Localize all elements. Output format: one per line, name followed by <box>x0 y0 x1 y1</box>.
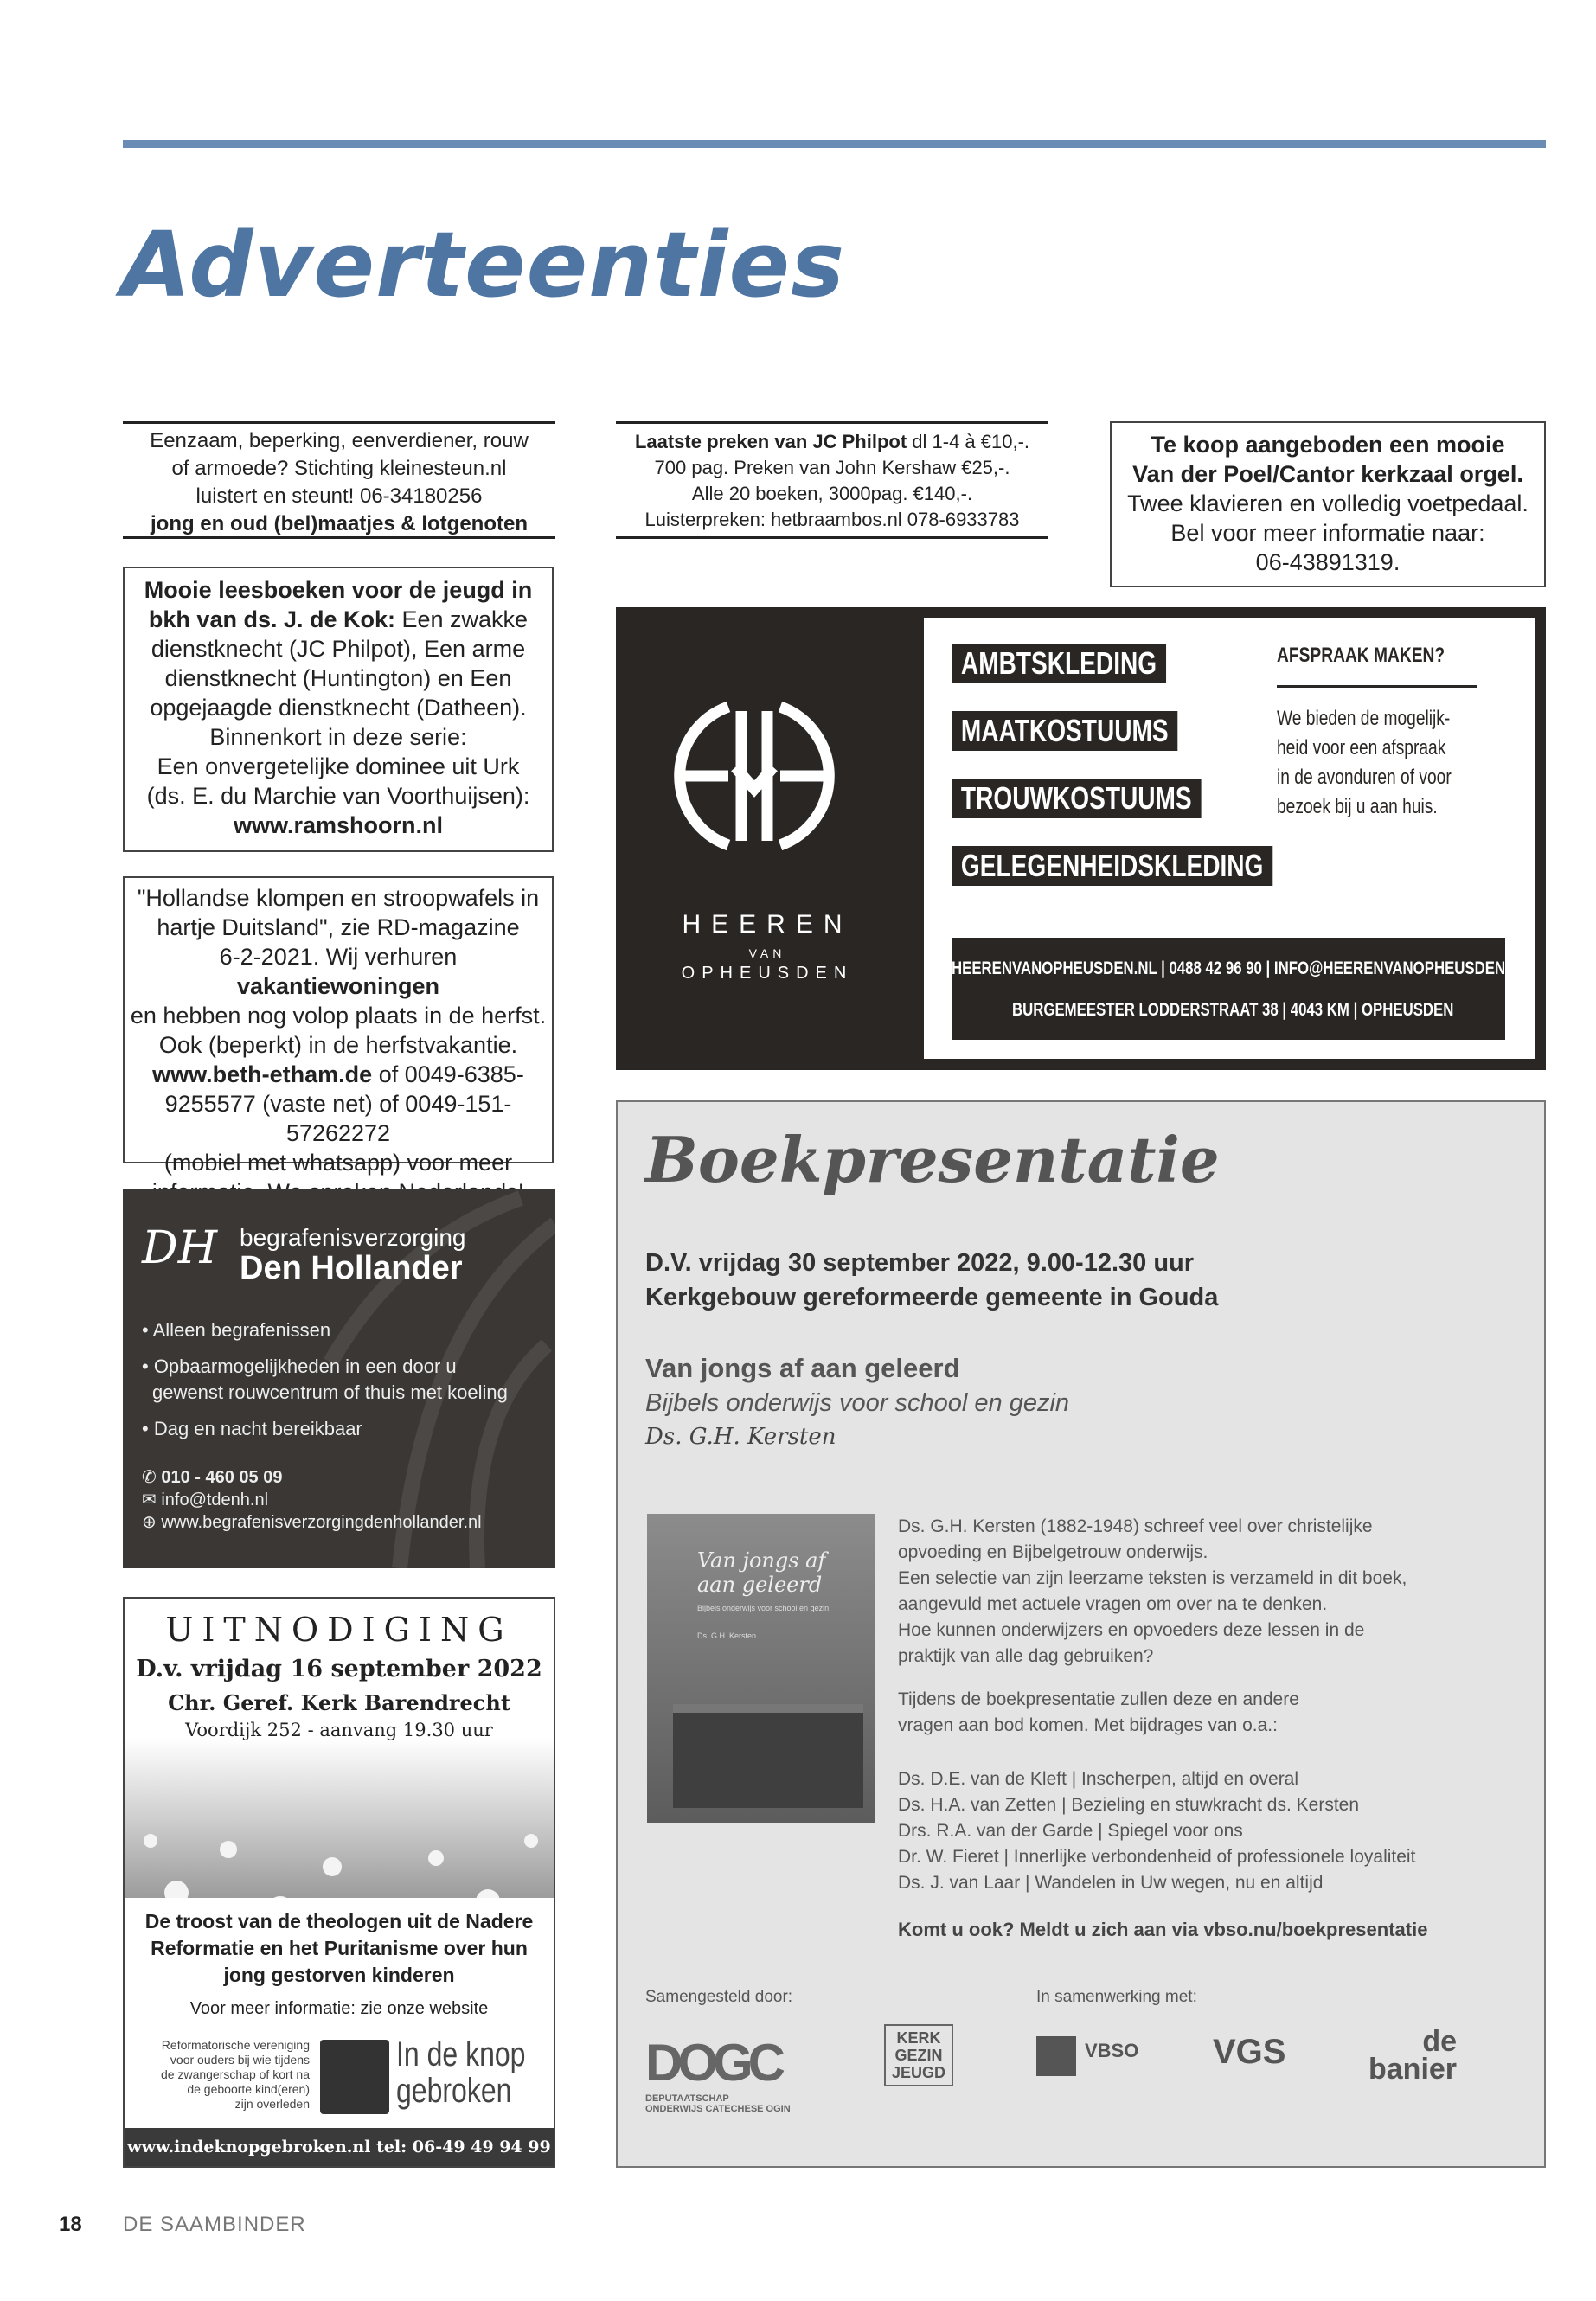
vgs-logo: VGS <box>1213 2033 1286 2071</box>
uitnodiging-org-line: de zwangerschap of kort na <box>161 2067 310 2081</box>
boek-para1-line: Een selectie van zijn leerzame teksten is verzameld in dit boek, <box>898 1568 1407 1588</box>
boek-speaker: Dr. W. Fieret | Innerlijke verbondenheid of professionele loyaliteit <box>898 1847 1416 1867</box>
ad-leesboeken-line <box>125 605 552 634</box>
dogc-logo-line: DEPUTAATSCHAP <box>645 2093 729 2104</box>
ad-leesboeken <box>123 567 554 852</box>
boek-cta[interactable]: Komt u ook? Meldt u zich aan via vbso.nu/boekpresentatie <box>898 1919 1428 1940</box>
ad-hollander <box>123 1189 555 1568</box>
heeren-contact-line: BURGEMEESTER LODDERSTRAAT 38 | 4043 KM | OPHEUSDEN <box>1012 1000 1454 1020</box>
page-title: Adverteenties <box>121 212 845 317</box>
ad-klompen <box>123 876 554 1176</box>
ad-eenzaam-line: jong en oud (bel)maatjes & lotgenoten <box>150 512 528 535</box>
boek-cover-title-line: aan geleerd <box>697 1573 823 1597</box>
hollander-web[interactable]: www.begrafenisverzorgingdenhollander.nl <box>161 1513 482 1532</box>
ad-philpot-line: Luisterpreken: hetbraambos.nl 078-6933783 <box>644 509 1020 530</box>
ad-orgel-line: Twee klavieren en volledig voetpedaal. <box>1127 490 1529 516</box>
hollander-name: Den Hollander <box>240 1250 463 1286</box>
ad-klompen-link[interactable]: www.beth-etham.de <box>152 1061 373 1087</box>
ad-klompen-bold: vakantiewoningen <box>236 973 440 999</box>
indeknop-logo-icon <box>320 2040 389 2114</box>
ad-leesboeken-line: Een onvergetelijke dominee uit Urk <box>157 753 520 779</box>
dogc-logo-icon: DOGC <box>645 2034 780 2092</box>
ad-philpot-line <box>616 429 1048 455</box>
hollander-bullet: • Opbaarmogelijkheden in een door u <box>142 1356 457 1377</box>
ad-orgel-line: 06-43891319. <box>1255 549 1401 575</box>
heeren-brand: HEEREN <box>682 910 853 939</box>
heeren-afspraak-line: bezoek bij u aan huis. <box>1277 795 1438 818</box>
hollander-bullet: gewenst rouwcentrum of thuis met koeling <box>152 1381 508 1403</box>
heeren-divider <box>1277 685 1477 688</box>
ad-leesboeken-line: opgejaagde dienstknecht (Datheen). <box>150 695 527 721</box>
ad-eenzaam <box>123 421 555 539</box>
uitnodiging-org-line: Reformatorische vereniging <box>161 2038 310 2052</box>
boek-where: Kerkgebouw gereformeerde gemeente in Gouda <box>645 1284 1219 1311</box>
ad-klompen-line: "Hollandse klompen en stroopwafels in <box>137 885 540 911</box>
dogc-logo-text <box>645 2093 791 2114</box>
boek-para2 <box>898 1687 1299 1739</box>
heeren-panel <box>924 618 1535 1059</box>
heeren-afspraak-title: AFSPRAAK MAKEN? <box>1277 644 1445 667</box>
ad-orgel <box>1110 421 1546 587</box>
boek-para2-line: vragen aan bod komen. Met bijdrages van o.a.: <box>898 1715 1278 1735</box>
boek-cover-desks <box>673 1704 863 1808</box>
ad-boekpresentatie <box>616 1100 1546 2168</box>
boek-speaker: Ds. D.E. van de Kleft | Inscherpen, altijd en overal <box>898 1769 1299 1789</box>
heeren-label: TROUWKOSTUUMS <box>952 779 1202 818</box>
magazine-name: DE SAAMBINDER <box>123 2213 306 2236</box>
hollander-web-row <box>142 1511 482 1534</box>
ad-philpot-line: Alle 20 boeken, 3000pag. €140,-. <box>691 483 973 504</box>
hollander-logo: DH <box>142 1222 218 1274</box>
boek-para1-line: opvoeding en Bijbelgetrouw onderwijs. <box>898 1542 1208 1562</box>
uitnodiging-date: D.v. vrijdag 16 september 2022 <box>136 1656 542 1682</box>
kgj-line: KERK <box>896 2029 941 2047</box>
uitnodiging-footer[interactable]: www.indeknopgebroken.nl tel: 06-49 49 94 99 <box>125 2128 554 2166</box>
ad-klompen-text: of 0049-6385- <box>372 1061 524 1087</box>
banier-logo <box>1368 2025 1458 2086</box>
boek-when: D.V. vrijdag 30 september 2022, 9.00-12.30 uur <box>645 1249 1195 1277</box>
hollander-bullet: • Dag en nacht bereikbaar <box>142 1418 362 1439</box>
ad-eenzaam-line: Eenzaam, beperking, eenverdiener, rouw <box>150 429 529 452</box>
ad-orgel-line: Te koop aangeboden een mooie <box>1151 432 1505 458</box>
boek-para1 <box>898 1514 1407 1670</box>
uitnodiging-org-line: zijn overleden <box>234 2097 310 2111</box>
heeren-emblem-icon <box>668 689 841 862</box>
ad-leesboeken-line: dienstknecht (Huntington) en Een <box>164 665 512 691</box>
boek-cover-sub: Bijbels onderwijs voor school en gezin <box>697 1604 830 1612</box>
boek-para1-line: Ds. G.H. Kersten (1882-1948) schreef veel over christelijke <box>898 1516 1373 1536</box>
ad-eenzaam-line: luistert en steunt! 06-34180256 <box>195 484 483 508</box>
uitnodiging-subject-line: De troost van de theologen uit de Nadere <box>144 1910 534 1932</box>
hollander-small: begrafenisverzorging <box>240 1224 466 1251</box>
ad-philpot <box>616 421 1048 539</box>
ad-orgel-line: Bel voor meer informatie naar: <box>1170 520 1485 546</box>
ad-klompen-line: 9255577 (vaste net) of 0049-151-57262272 <box>164 1091 512 1146</box>
mail-icon: ✉ <box>142 1490 162 1509</box>
boek-book-title: Van jongs af aan geleerd <box>645 1353 960 1383</box>
ad-philpot-rest: dl 1-4 à €10,-. <box>907 431 1030 452</box>
heeren-label: AMBTSKLEDING <box>952 644 1166 683</box>
boek-cover-title <box>697 1548 825 1597</box>
boek-cover-author: Ds. G.H. Kersten <box>697 1631 757 1640</box>
globe-icon: ⊕ <box>142 1513 162 1532</box>
ad-philpot-bold: Laatste preken van JC Philpot <box>634 431 907 452</box>
ad-orgel-line: Van der Poel/Cantor kerkzaal orgel. <box>1132 461 1523 487</box>
uitnodiging-address: Voordijk 252 - aanvang 19.30 uur <box>185 1720 493 1740</box>
boek-title: Boekpresentatie <box>645 1123 1220 1196</box>
kgj-line: JEUGD <box>891 2064 945 2081</box>
boek-compiled: Samengesteld door: <box>645 1988 793 2006</box>
ad-eenzaam-line: of armoede? Stichting kleinesteun.nl <box>171 457 507 480</box>
ad-klompen-line <box>125 942 552 1001</box>
heeren-brand-van: VAN <box>748 946 786 960</box>
indeknop-logo-line: gebroken <box>396 2072 512 2110</box>
boek-book-sub: Bijbels onderwijs voor school en gezin <box>645 1389 1070 1417</box>
phone-icon: ✆ <box>142 1468 162 1487</box>
boek-speakers <box>898 1766 1415 1896</box>
ad-heeren <box>616 607 1546 1070</box>
uitnodiging-org-line: voor ouders bij wie tijdens <box>170 2053 310 2067</box>
ad-klompen-line: en hebben nog volop plaats in de herfst. <box>130 1003 547 1029</box>
hollander-email[interactable]: info@tdenh.nl <box>161 1490 269 1509</box>
boek-speaker: Drs. R.A. van der Garde | Spiegel voor ons <box>898 1821 1243 1841</box>
heeren-contact-line[interactable]: HEERENVANOPHEUSDEN.NL | 0488 42 96 90 | INFO@HEERENVANOPHEUSDEN.NL <box>952 958 1529 978</box>
uitnodiging-more: Voor meer informatie: zie onze website <box>189 1999 489 2018</box>
ad-leesboeken-line: (ds. E. du Marchie van Voorthuijsen): <box>146 783 530 809</box>
ad-uitnodiging <box>123 1597 555 2168</box>
hollander-phone-row <box>142 1466 482 1489</box>
heeren-afspraak-line: in de avonduren of voor <box>1277 766 1452 789</box>
uitnodiging-church: Chr. Geref. Kerk Barendrecht <box>168 1690 510 1715</box>
dogc-logo-line: ONDERWIJS CATECHESE OGIN <box>645 2104 791 2114</box>
kgj-line: GEZIN <box>894 2047 943 2064</box>
boek-cover <box>647 1514 875 1823</box>
boek-book-author: Ds. G.H. Kersten <box>645 1424 836 1450</box>
vbso-logo-icon <box>1036 2036 1076 2076</box>
page-number: 18 <box>59 2213 82 2236</box>
ad-leesboeken-rest: Een zwakke <box>395 606 529 632</box>
hollander-email-row <box>142 1489 482 1511</box>
uitnodiging-org <box>131 2038 310 2112</box>
ad-klompen-line: (mobiel met whatsapp) voor meer <box>163 1150 513 1176</box>
uitnodiging-subject <box>125 1898 554 2045</box>
ad-leesboeken-line: Mooie leesboeken voor de jeugd in <box>144 577 533 603</box>
boek-cooperation: In samenwerking met: <box>1036 1988 1197 2006</box>
kerk-gezin-jeugd-logo <box>884 2024 953 2086</box>
indeknop-logo-line: In de knop <box>396 2035 526 2073</box>
boek-cover-title-line: Van jongs af <box>697 1548 826 1573</box>
banier-logo-line: banier <box>1368 2053 1458 2086</box>
hollander-bullets <box>142 1317 508 1442</box>
uitnodiging-subject-line: Reformatie en het Puritanisme over hun <box>151 1937 528 1959</box>
ad-leesboeken-line: dienstknecht (JC Philpot), Een arme <box>151 636 526 662</box>
hollander-contact <box>142 1466 482 1534</box>
uitnodiging-title: UITNODIGING <box>165 1611 513 1649</box>
heeren-label: GELEGENHEIDSKLEDING <box>952 846 1272 886</box>
boek-para1-line: Hoe kunnen onderwijzers en opvoeders deze lessen in de <box>898 1620 1365 1640</box>
ad-klompen-text: 6-2-2021. Wij verhuren <box>219 944 458 970</box>
indeknop-logo <box>396 2036 525 2109</box>
ad-klompen-line <box>125 1060 552 1089</box>
ad-klompen-line: hartje Duitsland", zie RD-magazine <box>157 914 520 940</box>
heeren-afspraak-text <box>1277 704 1452 822</box>
uitnodiging-subject-line: jong gestorven kinderen <box>223 1964 455 1986</box>
ad-klompen-line: Ook (beperkt) in de herfstvakantie. <box>158 1032 518 1058</box>
ad-philpot-line: 700 pag. Preken van John Kershaw €25,-. <box>654 457 1010 478</box>
banier-logo-line: de <box>1422 2025 1458 2058</box>
ad-leesboeken-bold: bkh van ds. J. de Kok: <box>148 606 395 632</box>
boek-para2-line: Tijdens de boekpresentatie zullen deze en andere <box>898 1689 1299 1709</box>
top-rule <box>123 140 1546 148</box>
heeren-contact-bar <box>952 938 1529 1040</box>
vbso-logo: VBSO <box>1085 2040 1139 2061</box>
uitnodiging-org-line: de geboorte kind(eren) <box>187 2082 310 2096</box>
boek-speaker: Ds. H.A. van Zetten | Bezieling en stuwkracht ds. Kersten <box>898 1795 1360 1815</box>
heeren-afspraak-line: We bieden de mogelijk- <box>1277 707 1451 730</box>
boek-speaker: Ds. J. van Laar | Wandelen in Uw wegen, nu en altijd <box>898 1873 1324 1893</box>
heeren-brand-sub: OPHEUSDEN <box>681 964 854 983</box>
boek-para1-line: praktijk van alle dag gebruiken? <box>898 1646 1154 1666</box>
hollander-phone[interactable]: 010 - 460 05 09 <box>161 1468 283 1487</box>
heeren-afspraak-line: heid voor een afspraak <box>1277 736 1446 760</box>
heeren-label: MAATKOSTUUMS <box>952 711 1178 751</box>
boek-para1-line: aangevuld met actuele vragen om over na te denken. <box>898 1594 1328 1614</box>
ad-leesboeken-line: Binnenkort in deze serie: <box>209 724 467 750</box>
ad-leesboeken-link[interactable]: www.ramshoorn.nl <box>233 812 444 838</box>
hollander-bullet: • Alleen begrafenissen <box>142 1319 331 1341</box>
